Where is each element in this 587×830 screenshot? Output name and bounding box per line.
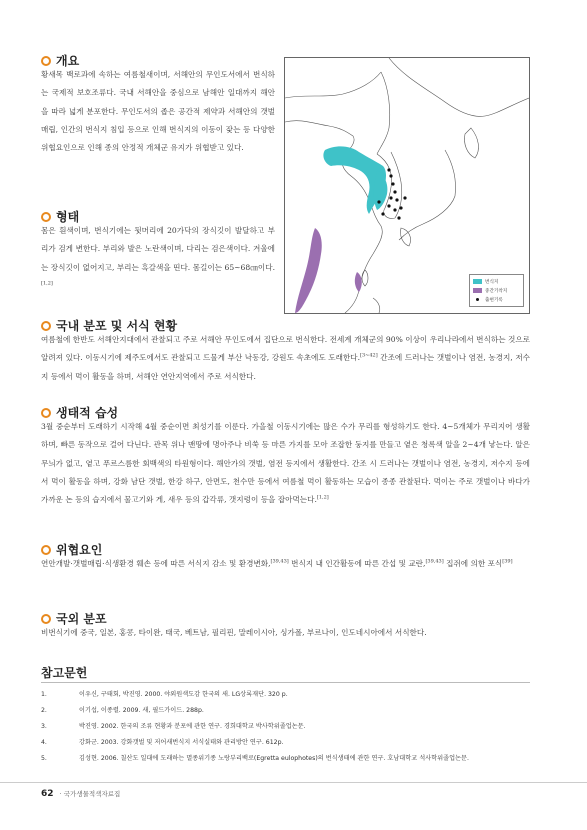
section-title-ecology: 생태적 습성 (41, 404, 118, 421)
legend-swatch (473, 288, 482, 293)
record-point (377, 200, 380, 203)
reference-item: 5. 김성현. 2006. 칠산도 일대에 도래하는 멸종위기종 노랑부리백로(Egretta eulophotes)의 번식생태에 관한 연구. 호남대학교 석사학위졸업논문. (41, 755, 469, 762)
ecology-text: 3월 중순부터 도래하기 시작해 4월 중순이면 최성기를 이룬다. 가을철 이동시기에는 많은 수가 무리를 형성하기도 한다. 4~5개체가 무리지어 생활하며, 빠른 동작으로 걸어 다닌다. 관목 위나 맨땅에 명아주나 비쑥 등 마른 가지를 모아 조잡한 둥지를 만들고 옅은 청록색 알을 2~4개 낳는다. 알은 무늬가 없고, 옅고 푸르스름한 회백색의 타원형이다. 해안가의 갯벌, 염전 등지에서 생활한다. 간조 시 드러나는 갯벌이나 염전, 농경지, 저수지 등에서 먹이 활동을 하며, 강화 남단 갯벌, 한강 하구, 안면도, 천수만 등에서 여름철 먹이 활동하는 모습이 종종 관찰된다. 먹이는 주로 갯벌이나 바다가 가까운 논 등의 습지에서 물고기와 게, 새우 등의 갑각류, 갯지렁이 등을 잡아먹는다.[1,2] (41, 422, 530, 505)
russia-coast (389, 58, 529, 116)
record-point (393, 190, 396, 193)
section-title-overview: 개요 (41, 52, 79, 69)
footer-separator: · (59, 790, 62, 798)
section-title-morphology: 형태 (41, 208, 79, 225)
record-point (387, 168, 390, 171)
references-title: 참고문헌 (41, 666, 88, 680)
footer-divider (0, 782, 587, 783)
legend-dot-icon (476, 298, 479, 301)
distribution-text: 여름철에 한반도 서해안지대에서 관찰되고 주로 서해안 무인도에서 집단으로 번식한다. 전세계 개체군의 90% 이상이 우리나라에서 번식하는 것으로 알려져 있다. 이동시기에 제주도에서도 관찰되고 드물게 부산 낙동강, 강원도 속초에도 도래한다.[3~42] 간조에 드러나는 갯벌이나 염전, 농경지, 저수지 등에서 먹이 활동을 하며, 서해안 연안지역에서 주로 서식한다. (41, 335, 530, 381)
record-point (389, 196, 392, 199)
references-divider (41, 682, 530, 683)
record-point (393, 208, 396, 211)
reference-item: 1. 이우신, 구태회, 박진영. 2000. 야외원색도감 한국의 새. LG상록재단. 320 p. (41, 691, 288, 698)
threats-text: 연안개발·갯벌매립·식생환경 훼손 등에 따른 서식지 감소 및 환경변화,[39,43] 번식지 내 인간활동에 따른 간섭 및 교란,[39,43] 집쥐에 의한 포식[39] (41, 558, 513, 568)
taiwan (362, 270, 368, 286)
reference-item: 3. 박진영. 2002. 한국의 조류 현황과 분포에 관한 연구. 경희대학교 박사학위졸업논문. (41, 723, 306, 730)
reference-item: 2. 이기섭, 이종렬. 2009. 새, 필드가이드. 288p. (41, 707, 204, 714)
bullet-icon (41, 212, 51, 222)
distribution-map (284, 57, 530, 314)
map-legend (469, 274, 524, 307)
footer-title: 국가생물적색자료집 (63, 790, 121, 798)
section-title-distribution: 국내 분포 및 서식 현황 (41, 317, 177, 334)
record-point (397, 216, 400, 219)
record-point (389, 174, 392, 177)
record-point (391, 182, 394, 185)
japan-hokkaido (464, 128, 478, 158)
morphology-text: 몸은 흰색이며, 번식기에는 뒷머리에 20가닥의 장식깃이 발달하고 부리가 검게 변한다. 부리와 발은 노란색이며, 다리는 검은색이다. 겨울에는 장식깃이 없어지고, 부리는 흑갈색을 띤다. 몸길이는 65~68㎝이다.[1,2] (41, 226, 275, 287)
japan-honshu (399, 150, 456, 240)
bullet-icon (41, 545, 51, 555)
legend-item-stopover: 중간기착지 (473, 286, 520, 295)
record-point (381, 212, 384, 215)
bullet-icon (41, 321, 51, 331)
section-title-foreign: 국외 분포 (41, 610, 107, 627)
korea-border (377, 72, 390, 154)
record-point (395, 198, 398, 201)
page-footer (41, 789, 120, 799)
section-title-threats: 위협요인 (41, 541, 102, 558)
bullet-icon (41, 408, 51, 418)
record-point (403, 196, 406, 199)
philippines (373, 298, 380, 313)
legend-swatch (473, 279, 482, 284)
bullet-icon (41, 614, 51, 624)
legend-item-breeding: 번식지 (473, 277, 520, 286)
record-point (387, 204, 390, 207)
legend-item-record: 출현기록 (473, 295, 520, 304)
record-point (399, 206, 402, 209)
reference-item: 4. 강화군. 2003. 강화갯벌 및 저어새번식지 서식실태와 관리방안 연구. 612p. (41, 739, 284, 746)
stopover-area (355, 272, 362, 292)
china-inner-border (285, 72, 381, 98)
overview-text: 황새목 백로과에 속하는 여름철새이며, 서해안의 무인도서에서 번식하는 국제적 보호조류다. 국내 서해안을 중심으로 남해안 일대까지 해안을 따라 넓게 분포한다. 무인도서의 좁은 공간적 제약과 서해안의 갯벌 매립, 인간의 번식지 침입 등으로 인해 번식지의 이동이 잦는 등 다양한 위협요인으로 인해 종의 안정적 개체군 유지가 위협받고 있다. (41, 70, 275, 153)
bullet-icon (41, 56, 51, 66)
page-number: 62 (41, 789, 54, 799)
foreign-text: 비번식기에 중국, 일본, 홍콩, 타이완, 태국, 베트남, 필리핀, 말레이시아, 싱가폴, 부르나이, 인도네시아에서 서식한다. (41, 628, 427, 637)
stopover-area (295, 228, 322, 313)
